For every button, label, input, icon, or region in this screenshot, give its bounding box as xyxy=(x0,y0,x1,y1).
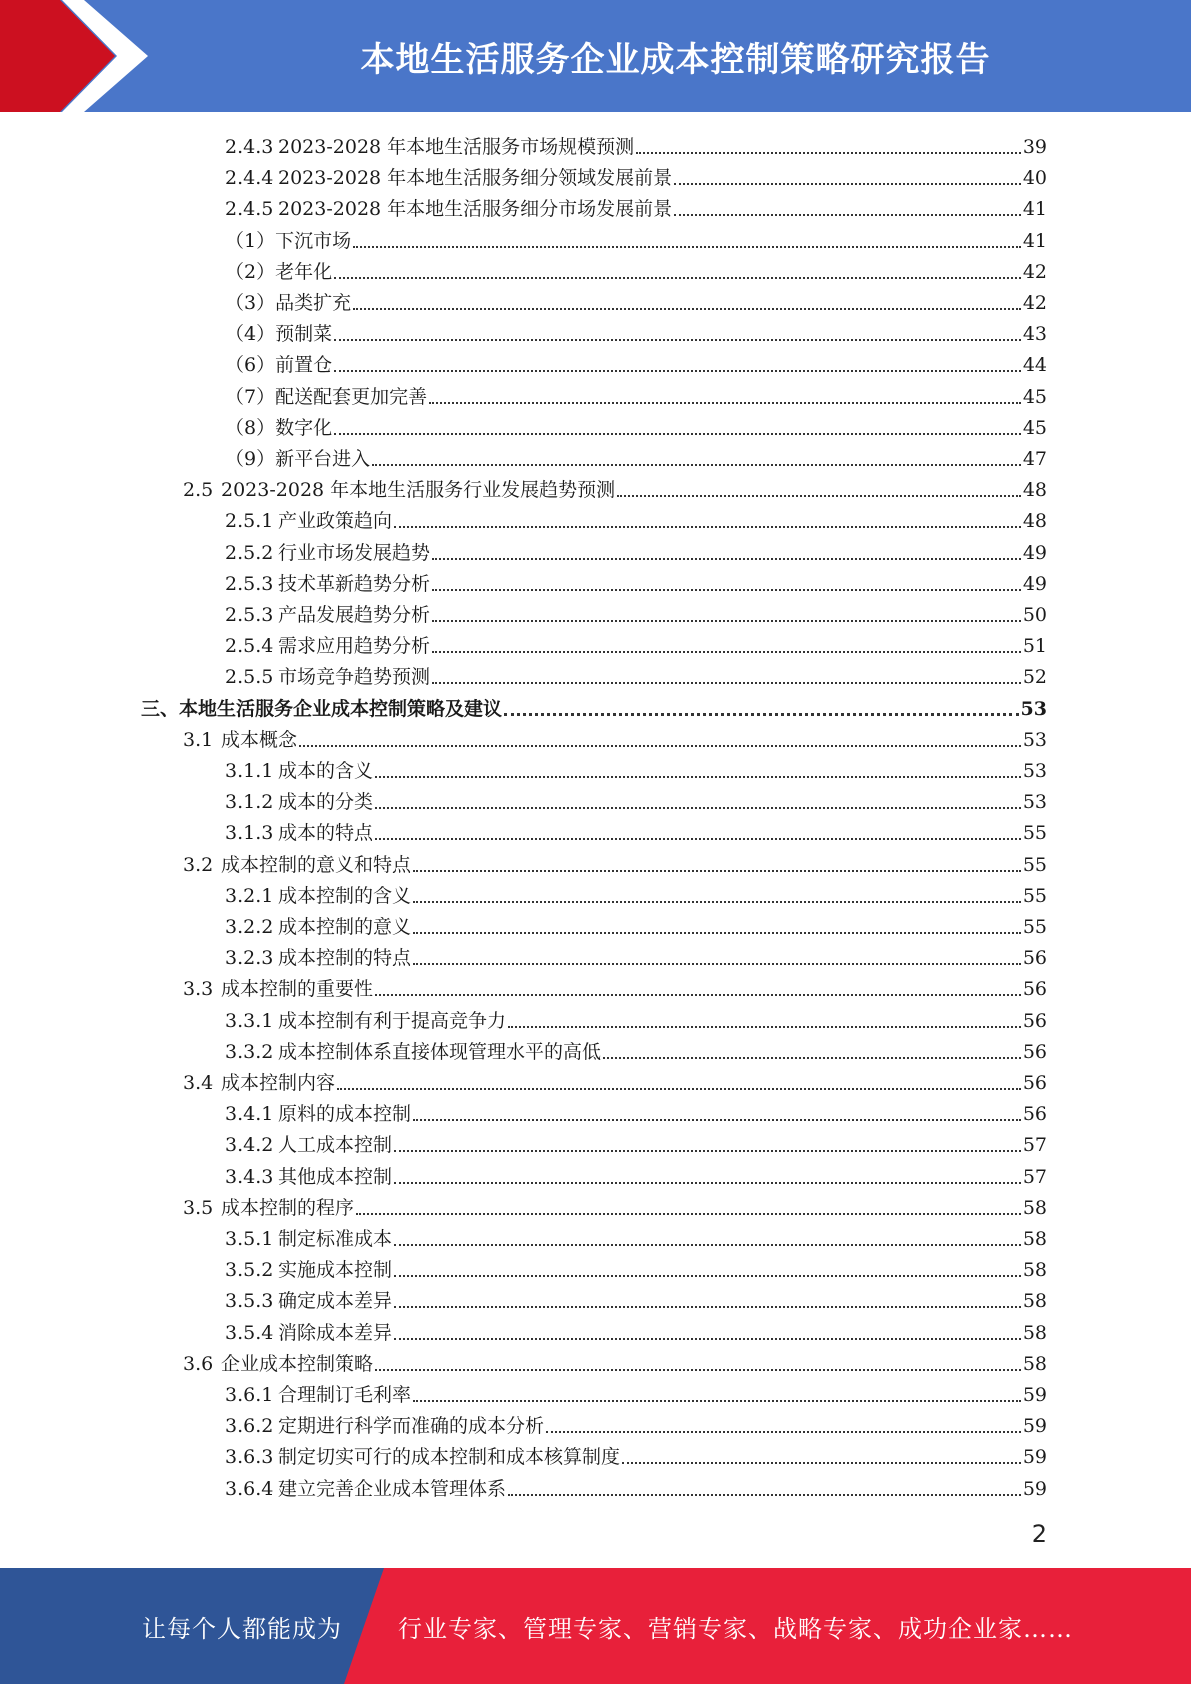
toc-entry[interactable] xyxy=(225,408,1047,439)
toc-entry-title: 成本控制的特点 xyxy=(278,947,412,970)
toc-entry[interactable] xyxy=(225,1250,1047,1281)
toc-entry-number: 2.4.3 xyxy=(225,136,274,158)
toc-entry-page: 58 xyxy=(1022,1352,1047,1375)
toc-leader-dots xyxy=(504,713,1019,716)
toc-entry-title: 实施成本控制 xyxy=(278,1259,393,1282)
toc-leader-dots xyxy=(394,526,1021,528)
toc-entry-title: 成本控制的意义和特点 xyxy=(221,853,412,876)
toc-entry[interactable] xyxy=(183,1188,1047,1219)
toc-entry-page: 57 xyxy=(1022,1165,1047,1188)
toc-leader-dots xyxy=(413,1119,1021,1121)
toc-entry-number: （6） xyxy=(225,354,276,377)
toc-leader-dots xyxy=(375,807,1021,809)
toc-entry[interactable] xyxy=(225,1219,1047,1250)
toc-leader-dots xyxy=(674,214,1021,216)
toc-entry-number: 3.6 xyxy=(183,1352,214,1375)
toc-entry-title: 成本控制的意义 xyxy=(278,916,412,938)
toc-entry-number: 3.4.3 xyxy=(225,1165,274,1188)
toc-entry-page: 59 xyxy=(1022,1477,1047,1500)
toc-leader-dots xyxy=(413,901,1021,903)
toc-entry[interactable] xyxy=(225,314,1047,345)
toc-entry[interactable] xyxy=(225,564,1047,595)
toc-entry-page: 56 xyxy=(1022,1040,1047,1063)
toc-entry[interactable] xyxy=(183,1344,1047,1375)
toc-entry-title: 下沉市场 xyxy=(275,229,352,252)
toc-entry[interactable] xyxy=(225,1281,1047,1312)
toc-entry[interactable] xyxy=(225,907,1047,938)
toc-entry-number: （4） xyxy=(225,323,276,346)
toc-entry[interactable] xyxy=(225,1406,1047,1437)
toc-entry-page: 56 xyxy=(1022,1072,1047,1094)
toc-entry-page: 43 xyxy=(1022,323,1047,346)
toc-leader-dots xyxy=(508,1494,1021,1496)
toc-leader-dots xyxy=(334,433,1021,435)
toc-entry-title: 2023-2028 年本地生活服务细分市场发展前景 xyxy=(278,198,673,221)
toc-entry[interactable] xyxy=(225,1157,1047,1188)
toc-entry-number: 3.1.1 xyxy=(225,760,274,782)
toc-entry[interactable] xyxy=(183,845,1047,876)
toc-leader-dots xyxy=(413,932,1021,934)
toc-entry-page: 48 xyxy=(1022,479,1047,502)
toc-entry-number: 3.6.3 xyxy=(225,1446,274,1469)
toc-entry-title: 新平台进入 xyxy=(275,448,371,470)
toc-leader-dots xyxy=(617,495,1021,497)
toc-entry-title: 2023-2028 年本地生活服务市场规模预测 xyxy=(278,136,635,158)
toc-entry-page: 41 xyxy=(1022,198,1047,221)
toc-entry-number: 3.3.1 xyxy=(225,1009,274,1032)
toc-entry-title: 配送配套更加完善 xyxy=(275,385,428,408)
toc-leader-dots xyxy=(432,620,1021,622)
toc-leader-dots xyxy=(372,464,1021,466)
toc-entry[interactable] xyxy=(225,782,1047,813)
toc-leader-dots xyxy=(334,370,1021,372)
toc-entry[interactable] xyxy=(225,1125,1047,1156)
toc-entry-page: 56 xyxy=(1022,947,1047,970)
toc-entry-title: 行业市场发展趋势 xyxy=(278,541,431,564)
toc-entry[interactable] xyxy=(225,345,1047,376)
page-footer xyxy=(0,1568,1191,1684)
toc-leader-dots xyxy=(394,1306,1021,1308)
toc-entry-number: 2.5.3 xyxy=(225,604,274,626)
toc-entry-number: 3.6.4 xyxy=(225,1477,274,1500)
toc-leader-dots xyxy=(353,246,1021,248)
toc-entry[interactable] xyxy=(225,501,1047,532)
toc-leader-dots xyxy=(394,1244,1021,1246)
toc-entry-page: 53 xyxy=(1022,760,1047,782)
toc-entry-page: 59 xyxy=(1022,1384,1047,1406)
toc-leader-dots xyxy=(603,1057,1021,1059)
toc-entry-title: 合理制订毛利率 xyxy=(278,1384,412,1406)
toc-entry-page: 56 xyxy=(1022,978,1047,1001)
toc-entry[interactable] xyxy=(225,657,1047,688)
toc-leader-dots xyxy=(375,838,1021,840)
toc-entry-number: （7） xyxy=(225,385,276,408)
toc-leader-dots xyxy=(337,1088,1021,1090)
toc-leader-dots xyxy=(394,1150,1021,1152)
toc-entry-page: 47 xyxy=(1022,448,1047,470)
header-arrow-decoration xyxy=(0,0,160,112)
toc-entry[interactable] xyxy=(183,470,1047,501)
toc-entry-page: 52 xyxy=(1022,666,1047,689)
toc-entry[interactable] xyxy=(225,1437,1047,1468)
toc-leader-dots xyxy=(622,1462,1021,1464)
toc-entry[interactable] xyxy=(183,720,1047,751)
toc-entry-title: 成本概念 xyxy=(221,728,298,751)
toc-entry-number: 2.5.2 xyxy=(225,541,274,564)
toc-entry-page: 45 xyxy=(1022,416,1047,439)
toc-leader-dots xyxy=(334,339,1021,341)
toc-leader-dots xyxy=(413,963,1021,965)
toc-entry-title: 数字化 xyxy=(275,416,333,439)
toc-entry-title: 技术革新趋势分析 xyxy=(278,572,431,595)
toc-entry[interactable] xyxy=(225,127,1047,158)
toc-entry-title: 需求应用趋势分析 xyxy=(278,635,431,658)
toc-entry-title: 成本控制的含义 xyxy=(278,884,412,907)
toc-entry[interactable] xyxy=(225,1375,1047,1406)
toc-leader-dots xyxy=(546,1431,1021,1433)
toc-leader-dots xyxy=(432,651,1021,653)
toc-entry-number: 3.2.1 xyxy=(225,884,274,907)
toc-entry[interactable] xyxy=(225,377,1047,408)
toc-entry-number: 3.2.2 xyxy=(225,916,274,938)
toc-leader-dots xyxy=(299,745,1021,747)
toc-entry-number: 3.5.4 xyxy=(225,1321,274,1344)
toc-entry-number: 三、 xyxy=(141,697,180,720)
toc-entry-number: 2.5.3 xyxy=(225,572,274,595)
toc-entry-number: 3.2 xyxy=(183,853,214,876)
toc-entry-number: （8） xyxy=(225,416,276,439)
toc-entry-page: 42 xyxy=(1022,260,1047,283)
toc-entry[interactable] xyxy=(225,1032,1047,1063)
toc-entry-number: （2） xyxy=(225,260,276,283)
toc-entry-title: 制定标准成本 xyxy=(278,1228,393,1250)
toc-entry-page: 55 xyxy=(1022,853,1047,876)
toc-entry-number: 3.3.2 xyxy=(225,1040,274,1063)
toc-entry-title: 成本控制有利于提高竞争力 xyxy=(278,1009,507,1032)
toc-entry-number: （9） xyxy=(225,448,276,470)
toc-entry-title: 产品发展趋势分析 xyxy=(278,604,431,626)
toc-entry-title: 制定切实可行的成本控制和成本核算制度 xyxy=(278,1446,621,1469)
toc-entry-number: 3.4 xyxy=(183,1072,214,1094)
toc-leader-dots xyxy=(432,558,1021,560)
toc-entry-page: 56 xyxy=(1022,1103,1047,1126)
toc-entry-title: 前置仓 xyxy=(275,354,333,377)
toc-entry-page: 42 xyxy=(1022,292,1047,314)
toc-entry-title: 本地生活服务企业成本控制策略及建议 xyxy=(179,697,503,720)
toc-entry-number: 3.1.2 xyxy=(225,791,274,814)
toc-entry[interactable] xyxy=(225,751,1047,782)
toc-entry-title: 成本的分类 xyxy=(278,791,374,814)
toc-entry-title: 成本的特点 xyxy=(278,822,374,845)
footer-slogan-right: 行业专家、管理专家、营销专家、战略专家、成功企业家…… xyxy=(398,1614,1073,1643)
toc-entry-title: 预制菜 xyxy=(275,323,333,346)
toc-entry-number: 3.6.2 xyxy=(225,1415,274,1438)
toc-entry-title: 人工成本控制 xyxy=(278,1134,393,1157)
toc-entry-title: 产业政策趋向 xyxy=(278,510,393,533)
toc-entry-title: 成本控制的程序 xyxy=(221,1196,355,1219)
toc-entry-page: 49 xyxy=(1022,572,1047,595)
toc-entry-number: 3.6.1 xyxy=(225,1384,274,1406)
toc-leader-dots xyxy=(356,1213,1021,1215)
toc-entry[interactable] xyxy=(225,1313,1047,1344)
toc-entry-title: 成本的含义 xyxy=(278,760,374,782)
toc-entry[interactable] xyxy=(225,1094,1047,1125)
toc-entry[interactable] xyxy=(183,1063,1047,1094)
toc-entry-number: 3.1 xyxy=(183,728,214,751)
toc-leader-dots xyxy=(394,1338,1021,1340)
toc-entry-page: 51 xyxy=(1022,635,1047,658)
toc-entry-number: （1） xyxy=(225,229,276,252)
toc-entry[interactable] xyxy=(225,813,1047,844)
toc-entry-page: 58 xyxy=(1022,1259,1047,1282)
toc-entry-number: 3.4.2 xyxy=(225,1134,274,1157)
toc-entry[interactable] xyxy=(225,595,1047,626)
toc-entry-number: 3.1.3 xyxy=(225,822,274,845)
toc-entry-page: 55 xyxy=(1022,916,1047,938)
toc-entry-number: 2.4.4 xyxy=(225,167,274,190)
toc-entry-title: 成本控制的重要性 xyxy=(221,978,374,1001)
toc-entry-number: 3.5.2 xyxy=(225,1259,274,1282)
toc-entry[interactable] xyxy=(225,189,1047,220)
toc-entry-title: 2023-2028 年本地生活服务行业发展趋势预测 xyxy=(221,479,616,502)
toc-entry-page: 49 xyxy=(1022,541,1047,564)
toc-entry-number: 3.2.3 xyxy=(225,947,274,970)
toc-entry[interactable] xyxy=(225,221,1047,252)
toc-entry-title: 原料的成本控制 xyxy=(278,1103,412,1126)
toc-leader-dots xyxy=(353,308,1021,310)
toc-entry-page: 55 xyxy=(1022,822,1047,845)
toc-entry-page: 48 xyxy=(1022,510,1047,533)
toc-entry-page: 40 xyxy=(1022,167,1047,190)
toc-entry-page: 41 xyxy=(1022,229,1047,252)
toc-entry-title: 确定成本差异 xyxy=(278,1290,393,1313)
toc-entry-number: 3.3 xyxy=(183,978,214,1001)
toc-entry-number: 2.4.5 xyxy=(225,198,274,221)
toc-entry-title: 其他成本控制 xyxy=(278,1165,393,1188)
toc-entry[interactable] xyxy=(225,1001,1047,1032)
toc-entry-number: 2.5.1 xyxy=(225,510,274,533)
toc-leader-dots xyxy=(375,994,1021,996)
toc-entry-title: 品类扩充 xyxy=(275,292,352,314)
toc-leader-dots xyxy=(375,776,1021,778)
toc-leader-dots xyxy=(334,277,1021,279)
toc-entry-page: 45 xyxy=(1022,385,1047,408)
toc-leader-dots xyxy=(508,1026,1021,1028)
toc-leader-dots xyxy=(432,589,1021,591)
toc-entry[interactable] xyxy=(225,533,1047,564)
footer-slogan-left: 让每个人都能成为 xyxy=(142,1614,342,1643)
toc-entry-page: 53 xyxy=(1022,728,1047,751)
toc-entry-page: 57 xyxy=(1022,1134,1047,1157)
toc-entry-title: 建立完善企业成本管理体系 xyxy=(278,1477,507,1500)
toc-entry-number: 2.5 xyxy=(183,479,214,502)
toc-entry-page: 39 xyxy=(1022,136,1047,158)
toc-entry-page: 58 xyxy=(1022,1196,1047,1219)
toc-entry-page: 53 xyxy=(1022,791,1047,814)
toc-leader-dots xyxy=(394,1275,1021,1277)
toc-entry[interactable] xyxy=(225,938,1047,969)
toc-entry-page: 58 xyxy=(1022,1321,1047,1344)
toc-entry-number: 3.5 xyxy=(183,1196,214,1219)
report-title: 本地生活服务企业成本控制策略研究报告 xyxy=(360,39,991,80)
toc-entry-number: 3.5.3 xyxy=(225,1290,274,1313)
toc-entry-title: 企业成本控制策略 xyxy=(221,1352,374,1375)
toc-entry-number: 2.5.4 xyxy=(225,635,274,658)
toc-entry-number: （3） xyxy=(225,292,276,314)
toc-entry-page: 53 xyxy=(1020,697,1047,720)
toc-entry-title: 2023-2028 年本地生活服务细分领域发展前景 xyxy=(278,167,673,190)
page-header xyxy=(0,0,1191,112)
toc-entry-title: 定期进行科学而准确的成本分析 xyxy=(278,1415,545,1438)
toc-entry-number: 2.5.5 xyxy=(225,666,274,689)
toc-entry-page: 50 xyxy=(1022,604,1047,626)
toc-leader-dots xyxy=(674,183,1021,185)
toc-entry[interactable] xyxy=(225,439,1047,470)
toc-entry[interactable] xyxy=(141,689,1047,720)
toc-entry-number: 3.5.1 xyxy=(225,1228,274,1250)
toc-leader-dots xyxy=(375,1369,1021,1371)
toc-entry-page: 58 xyxy=(1022,1228,1047,1250)
toc-entry-title: 成本控制体系直接体现管理水平的高低 xyxy=(278,1040,602,1063)
toc-leader-dots xyxy=(432,682,1021,684)
toc-entry-title: 成本控制内容 xyxy=(221,1072,336,1094)
toc-leader-dots xyxy=(413,870,1021,872)
toc-entry-title: 市场竞争趋势预测 xyxy=(278,666,431,689)
toc-entry[interactable] xyxy=(225,1469,1047,1500)
toc-entry-page: 55 xyxy=(1022,884,1047,907)
toc-entry-page: 56 xyxy=(1022,1009,1047,1032)
toc-entry[interactable] xyxy=(225,252,1047,283)
toc-entry[interactable] xyxy=(225,283,1047,314)
toc-entry-number: 3.4.1 xyxy=(225,1103,274,1126)
toc-leader-dots xyxy=(413,1400,1021,1402)
toc-entry-page: 59 xyxy=(1022,1446,1047,1469)
toc-entry[interactable] xyxy=(183,969,1047,1000)
toc-entry-title: 消除成本差异 xyxy=(278,1321,393,1344)
toc-entry-page: 58 xyxy=(1022,1290,1047,1313)
toc-leader-dots xyxy=(429,402,1021,404)
toc-entry[interactable] xyxy=(225,158,1047,189)
toc-entry-title: 老年化 xyxy=(275,260,333,283)
page-number: 2 xyxy=(1031,1520,1047,1548)
toc-entry[interactable] xyxy=(225,876,1047,907)
toc-leader-dots xyxy=(394,1182,1021,1184)
toc-leader-dots xyxy=(636,152,1021,154)
toc-entry[interactable] xyxy=(225,626,1047,657)
toc-entry-page: 59 xyxy=(1022,1415,1047,1438)
toc-entry-page: 44 xyxy=(1022,354,1047,377)
